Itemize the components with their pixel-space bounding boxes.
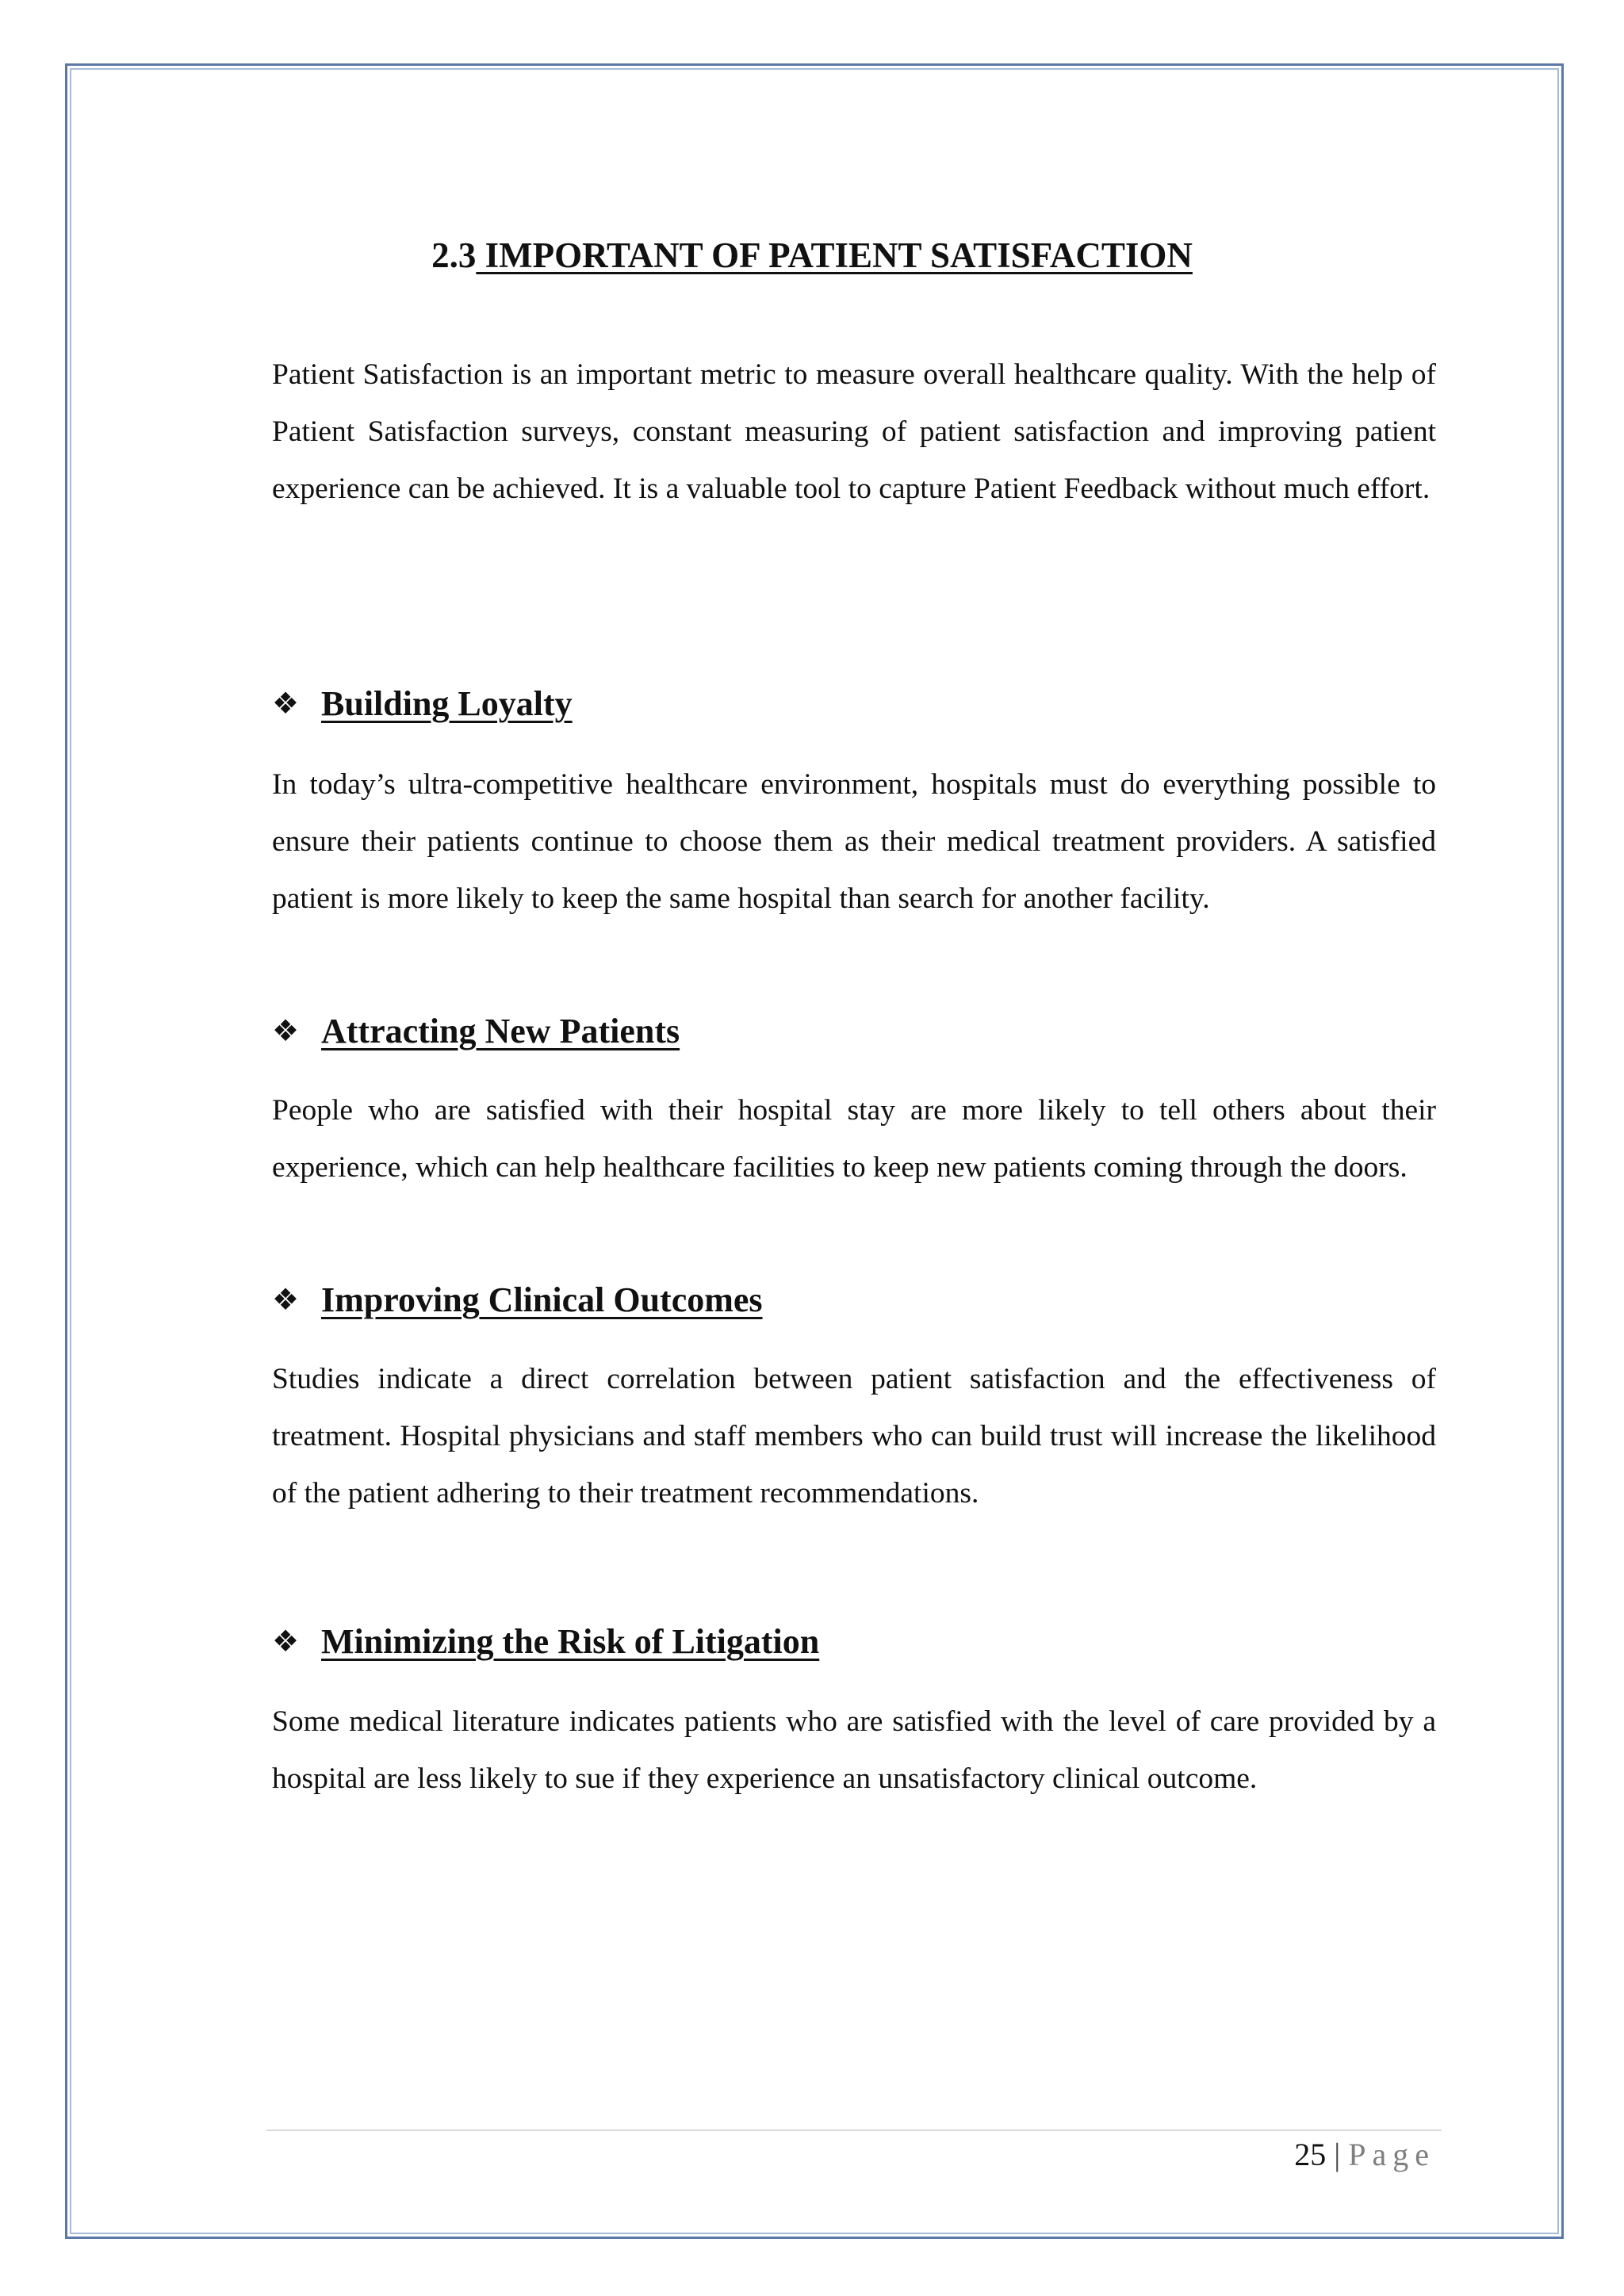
diamond-bullet-icon: ❖: [272, 1625, 300, 1659]
footer-divider: [266, 2130, 1442, 2131]
footer-separator: |: [1334, 2137, 1341, 2172]
section-heading: [0, 232, 1624, 279]
page-footer: [1294, 2133, 1435, 2177]
subheading-label: Attracting New Patients: [321, 1012, 680, 1050]
subheading-label: Building Loyalty: [321, 684, 573, 723]
subheading-attracting-new-patients: [272, 1008, 680, 1055]
subheading-label: Minimizing the Risk of Litigation: [321, 1622, 820, 1661]
improving-clinical-outcomes-paragraph: Studies indicate a direct correlation between patient satisfaction and the effectiveness of treatment. Hospital physicians and staff members who can build trust will increase the likelihood of the patient adhering to their treatment recommendations.: [272, 1363, 1436, 1510]
section-number: 2.3: [431, 235, 477, 275]
page-label: Page: [1348, 2137, 1435, 2172]
subheading-label: Improving Clinical Outcomes: [321, 1280, 763, 1319]
diamond-bullet-icon: ❖: [272, 1015, 300, 1048]
minimizing-risk-of-litigation-paragraph: Some medical literature indicates patients who are satisfied with the level of care provided by a hospital are less likely to sue if they experience an unsatisfactory clinical outcome.: [272, 1705, 1436, 1795]
subheading-building-loyalty: [272, 680, 573, 728]
subheading-improving-clinical-outcomes: [272, 1276, 763, 1324]
page-number: 25: [1294, 2137, 1327, 2172]
subheading-minimizing-risk-of-litigation: [272, 1618, 819, 1666]
intro-paragraph: Patient Satisfaction is an important metric to measure overall healthcare quality. With the help of Patient Satisfaction surveys, constant measuring of patient satisfaction and improving patient experience can be achieved. It is a valuable tool to capture Patient Feedback without much effort.: [272, 358, 1436, 505]
attracting-new-patients-paragraph: People who are satisfied with their hospital stay are more likely to tell others about their experience, which can help healthcare facilities to keep new patients coming through the doors.: [272, 1094, 1436, 1184]
building-loyalty-paragraph: In today’s ultra-competitive healthcare environment, hospitals must do everything possible to ensure their patients continue to choose them as their medical treatment providers. A satisfied patient is more likely to keep the same hospital than search for another facility.: [272, 768, 1436, 915]
diamond-bullet-icon: ❖: [272, 687, 300, 721]
section-title: IMPORTANT OF PATIENT SATISFACTION: [476, 235, 1193, 275]
diamond-bullet-icon: ❖: [272, 1284, 300, 1317]
